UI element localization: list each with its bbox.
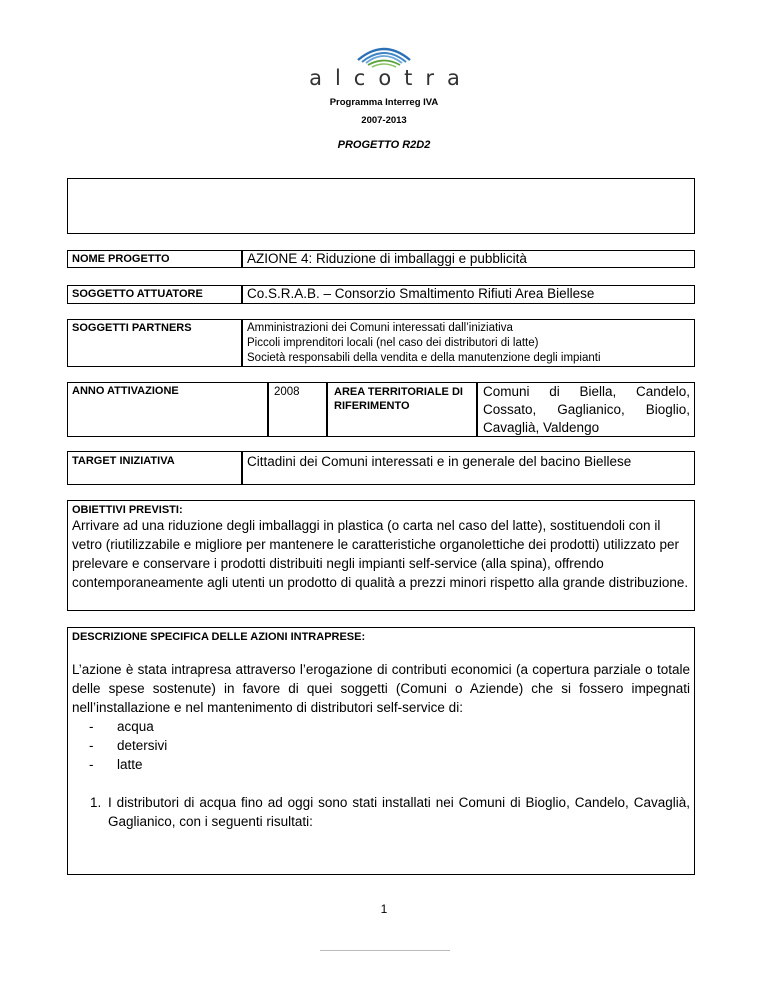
partner-line: Società responsabili della vendita e della manutenzione degli impianti <box>247 352 601 364</box>
anno-value-cell <box>268 382 327 437</box>
area-territoriale-value: Comuni di Biella, Candelo, Cossato, Gaglianico, Bioglio, Cavaglià, Valdengo <box>483 384 690 435</box>
brand-name: alcotra <box>309 66 473 90</box>
soggetto-attuatore-label: SOGGETTO ATTUATORE <box>72 288 203 300</box>
nome-progetto-value-cell <box>242 250 695 268</box>
distributori-list <box>89 717 690 774</box>
descrizione-label: DESCRIZIONE SPECIFICA DELLE AZIONI INTRAPRESE: <box>72 631 366 643</box>
anno-attivazione-value: 2008 <box>274 386 300 398</box>
anno-attivazione-label: ANNO ATTIVAZIONE <box>72 385 179 397</box>
alcotra-logo-icon <box>354 36 414 68</box>
soggetto-attuatore-value-cell <box>242 285 695 304</box>
project-title: PROGETTO R2D2 <box>337 139 431 151</box>
soggetti-partners-label: SOGGETTI PARTNERS <box>72 322 192 334</box>
partner-line: Piccoli imprenditori locali (nel caso dei distributori di latte) <box>247 337 539 349</box>
soggetto-attuatore-label-cell <box>67 285 242 304</box>
nome-progetto-label: NOME PROGETTO <box>72 253 170 265</box>
target-value-cell <box>242 451 695 485</box>
target-label-cell <box>67 451 242 485</box>
target-iniziativa-label: TARGET INIZIATIVA <box>72 455 175 467</box>
nome-progetto-label-cell <box>67 250 242 268</box>
list-item: - detersivi <box>89 736 690 755</box>
soggetti-partners-label-cell <box>67 319 242 367</box>
list-item: - acqua <box>89 717 690 736</box>
descrizione-intro: L’azione è stata intrapresa attraverso l’erogazione di contributi economici (a copertura parziale o totale delle spese sostenute) in favore di quei soggetti (Comuni o Aziende) che si fossero impegnati nell’installazione e nel mantenimento di distributori self-service di: <box>72 662 690 715</box>
descrizione-box <box>67 627 695 875</box>
obiettivi-box <box>67 500 695 611</box>
footer-divider <box>320 950 450 951</box>
obiettivi-label: OBIETTIVI PREVISTI: <box>72 504 183 516</box>
nome-progetto-value: AZIONE 4: Riduzione di imballaggi e pubblicità <box>247 251 527 266</box>
target-iniziativa-value: Cittadini dei Comuni interessati e in generale del bacino Biellese <box>247 454 632 469</box>
area-value-cell <box>477 382 695 437</box>
area-label-cell <box>327 382 477 437</box>
soggetti-partners-value-cell <box>242 319 695 367</box>
anno-label-cell <box>67 382 268 437</box>
obiettivi-text: Arrivare ad una riduzione degli imballaggi in plastica (o carta nel caso del latte), sostituendoli con il vetro (riutilizzabile e migliore per mantenere le caratteristiche organolettiche dei prodotti) utilizzato per prelevare e conservare i prodotti distribuiti negli impianti self-service (alla spina), offrendo contemporaneamente agli utenti un prodotto di qualità a prezzi minori rispetto alla grande distribuzione. <box>72 518 689 590</box>
numbered-point <box>72 793 690 831</box>
page-number: 1 <box>380 902 388 916</box>
area-territoriale-label: AREA TERRITORIALE DI RIFERIMENTO <box>334 386 463 412</box>
point-number: 1. <box>90 795 102 810</box>
program-years: 2007-2013 <box>361 115 407 126</box>
list-item: - latte <box>89 755 690 774</box>
program-name: Programma Interreg IVA <box>329 97 439 108</box>
empty-box <box>67 178 695 234</box>
partner-line: Amministrazioni dei Comuni interessati dall’iniziativa <box>247 322 513 334</box>
soggetto-attuatore-value: Co.S.R.A.B. – Consorzio Smaltimento Rifiuti Area Biellese <box>247 286 595 301</box>
point-text: I distributori di acqua fino ad oggi sono stati installati nei Comuni di Bioglio, Candelo, Cavaglià, Gaglianico, con i seguenti risultati: <box>108 795 690 829</box>
